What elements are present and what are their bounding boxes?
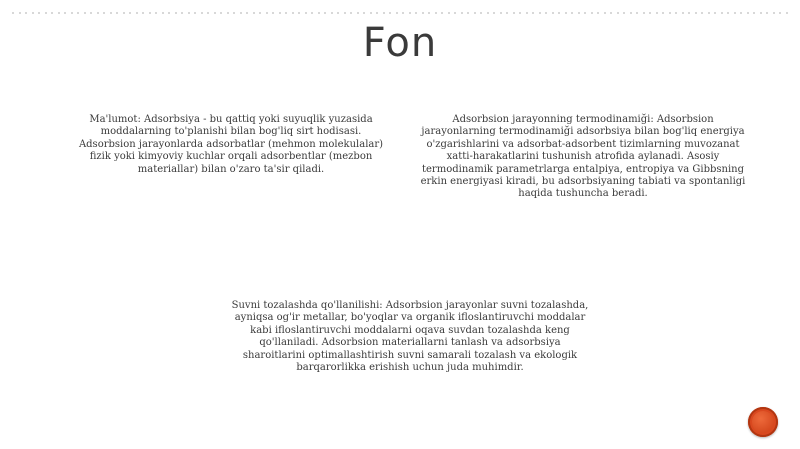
border-dot — [155, 12, 157, 14]
border-dot — [175, 12, 177, 14]
border-dot — [441, 12, 443, 14]
border-dot — [149, 12, 151, 14]
border-dot — [110, 12, 112, 14]
border-dot — [727, 12, 729, 14]
border-dot — [747, 12, 749, 14]
border-dot — [370, 12, 372, 14]
border-dot — [506, 12, 508, 14]
border-dot — [545, 12, 547, 14]
border-dot — [513, 12, 515, 14]
border-dot — [90, 12, 92, 14]
border-dot — [721, 12, 723, 14]
border-dot — [766, 12, 768, 14]
border-dot — [38, 12, 40, 14]
border-dot — [77, 12, 79, 14]
border-dot — [253, 12, 255, 14]
border-dot — [584, 12, 586, 14]
border-dot — [467, 12, 469, 14]
border-dot — [116, 12, 118, 14]
border-dot — [214, 12, 216, 14]
border-dot — [259, 12, 261, 14]
border-dot — [695, 12, 697, 14]
border-dot — [604, 12, 606, 14]
border-dot — [292, 12, 294, 14]
border-dot — [708, 12, 710, 14]
border-dot — [428, 12, 430, 14]
border-dot — [532, 12, 534, 14]
border-dot — [396, 12, 398, 14]
border-dot — [19, 12, 21, 14]
border-dot — [461, 12, 463, 14]
border-dot — [12, 12, 14, 14]
border-dot — [240, 12, 242, 14]
border-dot — [142, 12, 144, 14]
border-dot — [415, 12, 417, 14]
border-dot — [519, 12, 521, 14]
border-dot — [168, 12, 170, 14]
border-dot — [552, 12, 554, 14]
border-dot — [623, 12, 625, 14]
border-dot — [448, 12, 450, 14]
border-dot — [344, 12, 346, 14]
border-dot — [402, 12, 404, 14]
border-dot — [331, 12, 333, 14]
border-dot — [25, 12, 27, 14]
border-dot — [51, 12, 53, 14]
border-dot — [188, 12, 190, 14]
border-dot — [773, 12, 775, 14]
border-dot — [454, 12, 456, 14]
circle-button-icon — [752, 411, 774, 433]
border-dot — [565, 12, 567, 14]
circle-nav-button[interactable] — [748, 407, 778, 437]
water-treatment-text-block: Suvni tozalashda qo'llanilishi: Adsorbsion jarayonlar suvni tozalashda, ayniqsa og'ir metallar, bo'yoqlar va organik ifloslantiruvchi moddalar kabi ifloslantiruvchi moddalarni oqava suvdan tozalashda keng qo'llaniladi. Adsorbsion materiallarni tanlash va adsorbsiya sharoitlarini optimallashtirish suvni samarali tozalash va ekologik barqarorlikka erishish uchun juda muhimdir. — [231, 300, 589, 374]
border-dot — [220, 12, 222, 14]
border-dot — [103, 12, 105, 14]
border-dot — [500, 12, 502, 14]
border-dot — [305, 12, 307, 14]
border-dot — [285, 12, 287, 14]
border-dot — [597, 12, 599, 14]
border-dot — [279, 12, 281, 14]
border-dot — [682, 12, 684, 14]
border-dot — [45, 12, 47, 14]
border-dot — [558, 12, 560, 14]
border-dot — [435, 12, 437, 14]
border-dot — [734, 12, 736, 14]
border-dot — [753, 12, 755, 14]
border-dot — [207, 12, 209, 14]
border-dot — [350, 12, 352, 14]
border-dot — [422, 12, 424, 14]
border-dot — [571, 12, 573, 14]
border-dot — [649, 12, 651, 14]
border-dot — [266, 12, 268, 14]
border-dot — [71, 12, 73, 14]
slide-title: Fon — [362, 20, 438, 66]
border-dot — [337, 12, 339, 14]
border-dot — [714, 12, 716, 14]
border-dot — [123, 12, 125, 14]
border-dot — [786, 12, 788, 14]
border-dot — [84, 12, 86, 14]
border-dot — [487, 12, 489, 14]
border-dot — [474, 12, 476, 14]
border-dot — [662, 12, 664, 14]
border-dot — [311, 12, 313, 14]
border-dot — [318, 12, 320, 14]
dotted-border — [12, 12, 788, 18]
border-dot — [760, 12, 762, 14]
border-dot — [246, 12, 248, 14]
border-dot — [136, 12, 138, 14]
border-dot — [272, 12, 274, 14]
border-dot — [324, 12, 326, 14]
border-dot — [701, 12, 703, 14]
border-dot — [526, 12, 528, 14]
border-dot — [201, 12, 203, 14]
border-dot — [129, 12, 131, 14]
border-dot — [383, 12, 385, 14]
border-dot — [669, 12, 671, 14]
border-dot — [675, 12, 677, 14]
border-dot — [376, 12, 378, 14]
border-dot — [630, 12, 632, 14]
border-dot — [227, 12, 229, 14]
border-dot — [32, 12, 34, 14]
border-dot — [162, 12, 164, 14]
info-text-block: Ma'lumot: Adsorbsiya - bu qattiq yoki suyuqlik yuzasida moddalarning to'planishi bilan bog'liq sirt hodisasi. Adsorbsion jarayonlarda adsorbatlar (mehmon molekulalar) fizik yoki kimyoviy kuchlar orqali adsorbentlar (mezbon materiallar) bilan o'zaro ta'sir qiladi. — [78, 114, 384, 175]
border-dot — [363, 12, 365, 14]
border-dot — [480, 12, 482, 14]
border-dot — [688, 12, 690, 14]
border-dot — [578, 12, 580, 14]
border-dot — [409, 12, 411, 14]
border-dot — [539, 12, 541, 14]
border-dot — [656, 12, 658, 14]
border-dot — [233, 12, 235, 14]
border-dot — [181, 12, 183, 14]
border-dot — [64, 12, 66, 14]
border-dot — [389, 12, 391, 14]
border-dot — [636, 12, 638, 14]
border-dot — [97, 12, 99, 14]
border-dot — [58, 12, 60, 14]
border-dot — [493, 12, 495, 14]
thermodynamics-text-block: Adsorbsion jarayonning termodinamiği: Adsorbsion jarayonlarning termodinamiği adsorbsiya bilan bog'liq energiya o'zgarishlarini va adsorbat-adsorbent tizimlarning muvozanat xatti-harakatlarini tushunish atrofida aylanadi. Asosiy termodinamik parametrlarga entalpiya, entropiya va Gibbsning erkin energiyasi kiradi, bu adsorbsiyaning tabiati va spontanligi haqida tushuncha beradi. — [420, 114, 746, 200]
border-dot — [591, 12, 593, 14]
border-dot — [610, 12, 612, 14]
border-dot — [617, 12, 619, 14]
border-dot — [740, 12, 742, 14]
border-dot — [298, 12, 300, 14]
border-dot — [779, 12, 781, 14]
border-dot — [357, 12, 359, 14]
border-dot — [643, 12, 645, 14]
border-dot — [194, 12, 196, 14]
